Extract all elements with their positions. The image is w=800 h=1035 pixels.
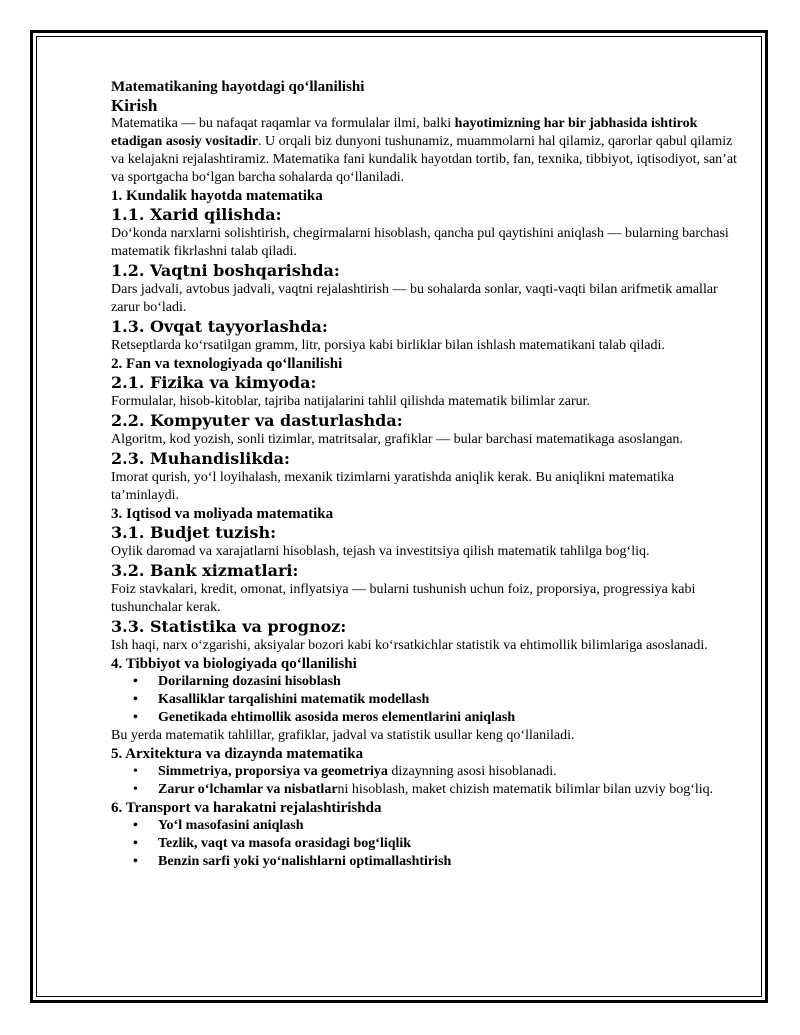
section-1-2-heading: 1.2. Vaqtni boshqarishda: <box>111 261 340 280</box>
section-1-1-heading: 1.1. Xarid qilishda: <box>111 205 282 224</box>
section-5-heading: 5. Arxitektura va dizaynda matematika <box>111 746 364 762</box>
section-2-3-text: Imorat qurish, yo‘l loyihalash, mexanik tizimlarni yaratishda aniqlik kerak. Bu aniqlikni matematika ta’minlaydi. <box>111 470 674 503</box>
section-3-1-heading: 3.1. Budjet tuzish: <box>111 523 276 542</box>
section-2-1-text: Formulalar, hisob-kitoblar, tajriba natijalarini tahlil qilishda matematik bilimlar zarur. <box>111 394 591 409</box>
list-item: • Dorilarning dozasini hisoblash <box>158 673 743 691</box>
list-item-rest: ni hisoblash, maket chizish matematik bilimlar bilan uzviy bog‘liq. <box>337 782 714 797</box>
section-3-2-heading: 3.2. Bank xizmatlari: <box>111 561 299 580</box>
section-1-3-text: Retseptlarda ko‘rsatilgan gramm, litr, porsiya kabi birliklar bilan ishlash matematikani talab qiladi. <box>111 338 665 353</box>
list-item <box>158 763 743 781</box>
section-2-heading: 2. Fan va texnologiyada qo‘llanilishi <box>111 356 343 372</box>
section-2-2-text: Algoritm, kod yozish, sonli tizimlar, matritsalar, grafiklar — bular barchasi matematikaga asoslangan. <box>111 432 683 447</box>
intro-paragraph <box>111 115 743 187</box>
section-1-3-heading: 1.3. Ovqat tayyorlashda: <box>111 317 328 336</box>
section-3-heading: 3. Iqtisod va moliyada matematika <box>111 506 334 522</box>
list-item: • Yo‘l masofasini aniqlash <box>158 817 743 835</box>
document-title: Matematikaning hayotdagi qo‘llanilishi <box>111 79 365 95</box>
section-4-text: Bu yerda matematik tahlillar, grafiklar, jadval va statistik usullar keng qo‘llaniladi. <box>111 728 575 743</box>
section-4-heading: 4. Tibbiyot va biologiyada qo‘llanilishi <box>111 656 357 672</box>
list-item-bold: Zarur o‘lchamlar va nisbatlar <box>158 782 338 797</box>
intro-text-before: Matematika — bu nafaqat raqamlar va formulalar ilmi, balki <box>111 116 455 131</box>
section-1-2-text: Dars jadvali, avtobus jadvali, vaqtni rejalashtirish — bu sohalarda sonlar, vaqti-vaqti bilan arifmetik amallar zarur bo‘ladi. <box>111 282 718 315</box>
section-2-3-heading: 2.3. Muhandislikda: <box>111 449 290 468</box>
document-body <box>111 78 743 871</box>
section-6-list <box>111 817 743 871</box>
list-item <box>158 781 743 799</box>
section-1-1-text: Do‘konda narxlarni solishtirish, chegirmalarni hisoblash, qancha pul qaytishini aniqlash — bularning barchasi matematik fikrlashni talab qiladi. <box>111 226 729 259</box>
section-3-1-text: Oylik daromad va xarajatlarni hisoblash, tejash va investitsiya qilish matematik tahlilga bog‘liq. <box>111 544 650 559</box>
list-item-rest: dizaynning asosi hisoblanadi. <box>387 764 557 779</box>
intro-text-bold: hayotimizning har bir jabhasida ishtirok etadigan asosiy vositadir <box>111 116 698 149</box>
section-2-1-heading: 2.1. Fizika va kimyoda: <box>111 373 317 392</box>
section-1-heading: 1. Kundalik hayotda matematika <box>111 188 323 204</box>
intro-heading: Kirish <box>111 96 158 115</box>
section-5-list <box>111 763 743 799</box>
list-item: • Genetikada ehtimollik asosida meros elementlarini aniqlash <box>158 709 743 727</box>
section-2-2-heading: 2.2. Kompyuter va dasturlashda: <box>111 411 403 430</box>
list-item: • Benzin sarfi yoki yo‘nalishlarni optimallashtirish <box>158 853 743 871</box>
intro-text-after: . U orqali biz dunyoni tushunamiz, muammolarni hal qilamiz, qarorlar qabul qilamiz va kelajakni rejalashtiramiz. Matematika fani kundalik hayotdan tortib, fan, texnika, tibbiyot, iqtisodiyot, san’at va sportgacha bo‘lgan barcha sohalarda qo‘llaniladi. <box>111 134 737 185</box>
list-item: • Kasalliklar tarqalishini matematik modellash <box>158 691 743 709</box>
list-item-bold: Simmetriya, proporsiya va geometriya <box>158 764 388 779</box>
section-4-list <box>111 673 743 727</box>
section-3-3-text: Ish haqi, narx o‘zgarishi, aksiyalar bozori kabi ko‘rsatkichlar statistik va ehtimollik bilimlariga asoslanadi. <box>111 638 708 653</box>
section-3-3-heading: 3.3. Statistika va prognoz: <box>111 617 347 636</box>
section-3-2-text: Foiz stavkalari, kredit, omonat, inflyatsiya — bularni tushunish uchun foiz, proporsiya, progressiya kabi tushunchalar kerak. <box>111 582 696 615</box>
section-6-heading: 6. Transport va harakatni rejalashtirishda <box>111 800 382 816</box>
list-item: • Tezlik, vaqt va masofa orasidagi bog‘liqlik <box>158 835 743 853</box>
